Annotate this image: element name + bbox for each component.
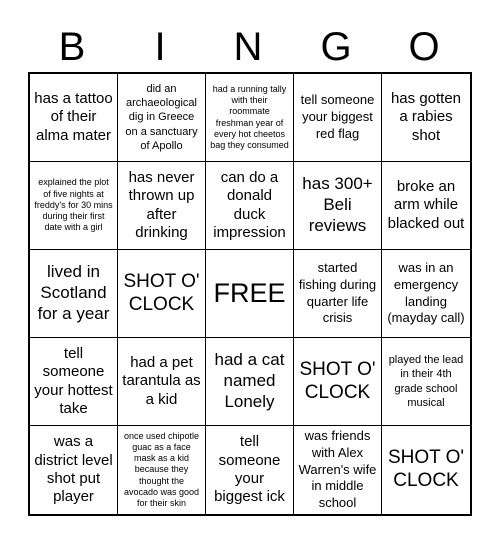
bingo-cell[interactable]: tell someone your biggest red flag (294, 74, 382, 162)
bingo-cell[interactable]: SHOT O' CLOCK (294, 338, 382, 426)
bingo-header (28, 22, 468, 72)
bingo-cell[interactable]: has never thrown up after drinking (118, 162, 206, 250)
bingo-cell[interactable]: has gotten a rabies shot (382, 74, 470, 162)
bingo-cell[interactable]: has 300+ Beli reviews (294, 162, 382, 250)
bingo-cell[interactable]: tell someone your hottest take (30, 338, 118, 426)
bingo-cell[interactable]: can do a donald duck impression (206, 162, 294, 250)
bingo-cell[interactable]: did an archaeological dig in Greece on a sanctuary of Apollo (118, 74, 206, 162)
bingo-cell[interactable]: played the lead in their 4th grade school musical (382, 338, 470, 426)
header-letter-g: G (320, 25, 352, 69)
header-letter-b: B (58, 25, 86, 69)
bingo-cell[interactable]: tell someone your biggest ick (206, 426, 294, 514)
bingo-cell[interactable]: SHOT O' CLOCK (387, 447, 465, 491)
bingo-cell[interactable]: was a district level shot put player (30, 426, 118, 514)
header-letter-i: I (154, 25, 166, 69)
bingo-cell[interactable]: was friends with Alex Warren's wife in middle school (294, 426, 382, 514)
bingo-cell[interactable]: has a tattoo of their alma mater (30, 74, 118, 162)
bingo-cell[interactable]: once used chipotle guac as a face mask as a kid because they thought the avocado was good for their skin (118, 426, 206, 514)
bingo-cell[interactable]: had a pet tarantula as a kid (118, 338, 206, 426)
bingo-cell[interactable]: was in an emergency landing (mayday call) (382, 250, 470, 338)
bingo-cell[interactable]: broke an arm while blacked out (382, 162, 470, 250)
bingo-cell[interactable]: had a cat named Lonely (206, 338, 294, 426)
free-space[interactable]: FREE (206, 250, 294, 338)
bingo-cell[interactable]: SHOT O' CLOCK (118, 250, 206, 338)
bingo-cell[interactable]: had a running tally with their roommate freshman year of every hot cheetos bag they consumed (206, 74, 294, 162)
bingo-cell[interactable]: started fishing during quarter life crisis (294, 250, 382, 338)
bingo-cell[interactable]: lived in Scotland for a year (30, 250, 118, 338)
bingo-board (28, 72, 472, 516)
header-letter-o: O (408, 25, 440, 69)
bingo-cell[interactable]: explained the plot of five nights at freddy's for 30 mins during their first date with a girl (30, 162, 118, 250)
header-letter-n: N (233, 25, 263, 69)
